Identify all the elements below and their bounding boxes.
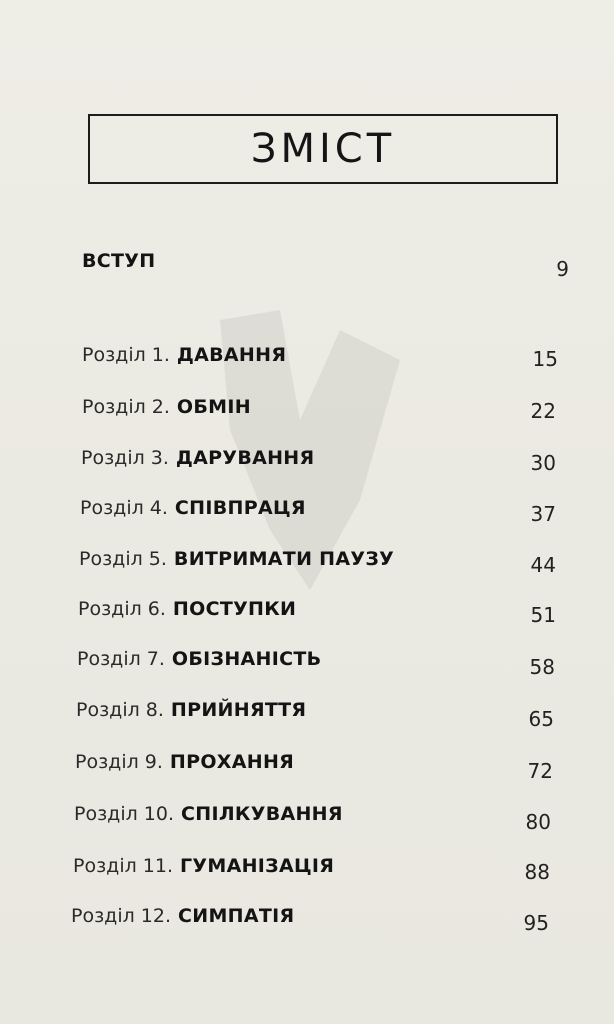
toc-page-number: 58 [529, 655, 555, 679]
toc-page-number: 15 [532, 347, 558, 371]
chapter-name: ГУМАНІЗАЦІЯ [180, 855, 335, 877]
chapter-label: Розділ 1. [82, 344, 170, 366]
chapter-name: ОБІЗНАНІСТЬ [171, 648, 322, 670]
toc-entry-chapter-11[interactable] [73, 855, 334, 883]
chapter-name: ДАРУВАННЯ [175, 447, 315, 469]
chapter-name: СПІВПРАЦЯ [174, 497, 306, 519]
chapter-label: Розділ 9. [75, 751, 163, 773]
chapter-label: Розділ 6. [78, 598, 166, 620]
chapter-name: ПРОХАННЯ [169, 751, 295, 773]
chapter-name: ДАВАННЯ [176, 344, 287, 366]
toc-entry-intro[interactable] [82, 250, 155, 278]
chapter-name: СИМПАТІЯ [178, 905, 295, 927]
toc-page-number: 72 [527, 759, 553, 783]
toc-page-number: 80 [525, 810, 551, 834]
toc-entry-chapter-1[interactable] [82, 344, 286, 372]
chapter-label: Розділ 4. [80, 497, 168, 519]
toc-page-number: 9 [556, 257, 569, 281]
chapter-label: Розділ 10. [74, 803, 175, 825]
title-frame [88, 114, 558, 184]
page-title: ЗМІСТ [250, 126, 396, 172]
chapter-name: ОБМІН [176, 396, 251, 418]
chapter-label: Розділ 8. [76, 699, 164, 721]
toc-page-number: 51 [530, 603, 556, 627]
toc-page-number: 30 [530, 451, 556, 475]
toc-page-number: 88 [524, 860, 550, 884]
chapter-label: Розділ 12. [71, 905, 172, 927]
chapter-label: Розділ 5. [79, 548, 167, 570]
toc-entry-chapter-12[interactable] [71, 905, 294, 933]
chapter-label: Розділ 2. [82, 396, 170, 418]
chapter-name: ПРИЙНЯТТЯ [170, 699, 307, 721]
toc-page-number: 44 [530, 553, 556, 577]
toc-page-number: 37 [530, 502, 556, 526]
chapter-label: Розділ 11. [73, 855, 174, 877]
chapter-label: Розділ 7. [77, 648, 165, 670]
toc-entry-chapter-4[interactable] [80, 497, 306, 525]
chapter-name: ВИТРИМАТИ ПАУЗУ [173, 548, 395, 570]
chapter-name: СПІЛКУВАННЯ [181, 803, 343, 825]
toc-entry-chapter-7[interactable] [77, 648, 321, 676]
toc-entry-chapter-6[interactable] [78, 598, 296, 626]
toc-entry-chapter-5[interactable] [79, 548, 394, 576]
toc-page-number: 22 [530, 399, 556, 423]
chapter-label: Розділ 3. [81, 447, 169, 469]
toc-entry-chapter-10[interactable] [74, 803, 343, 831]
toc-entry-chapter-3[interactable] [81, 447, 314, 475]
toc-page-number: 95 [523, 911, 549, 935]
chapter-name: ПОСТУПКИ [172, 598, 297, 620]
toc-entry-chapter-9[interactable] [75, 751, 294, 779]
toc-entry-name: ВСТУП [82, 250, 156, 272]
toc-page-number: 65 [528, 707, 554, 731]
toc-entry-chapter-8[interactable] [76, 699, 306, 727]
toc-entry-chapter-2[interactable] [82, 396, 251, 424]
